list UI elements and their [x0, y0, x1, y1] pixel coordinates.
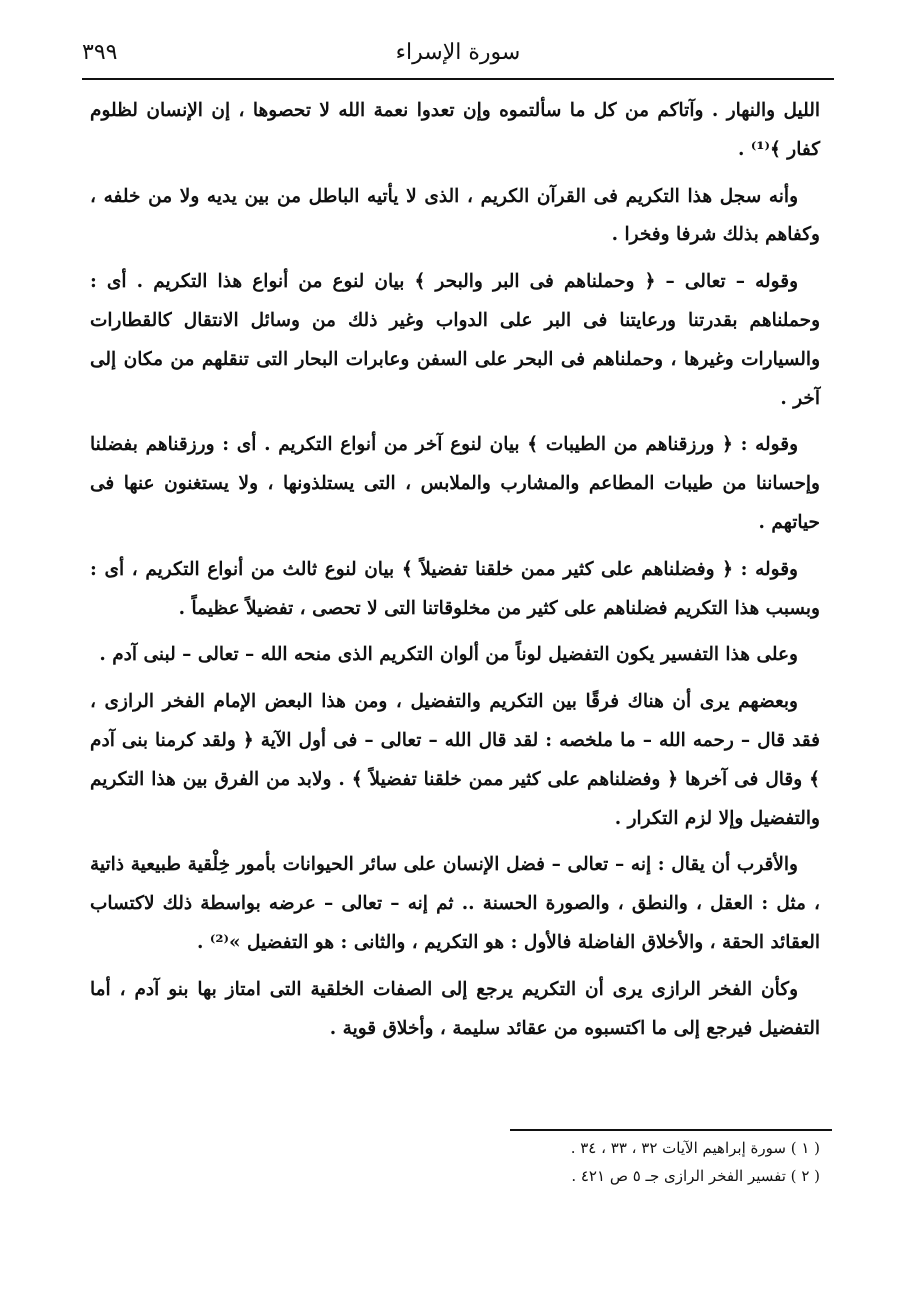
paragraph: وأنه سجل هذا التكريم فى القرآن الكريم ، الذى لا يأتيه الباطل من بين يديه ولا من خلفه ، وكفاهم بذلك شرفا وفخرا .: [90, 185, 820, 246]
paragraph: وبعضهم يرى أن هناك فرقًا بين التكريم والتفضيل ، ومن هذا البعض الإمام الفخر الرازى ، فقد قال – رحمه الله – ما ملخصه : لقد قال الله – تعالى – فى أول الآية ﴿ ولقد كرمنا بنى آدم ﴾ وقال فى آخرها ﴿ وفضلناهم على كثير ممن خلقنا تفضيلاً ﴾ . ولابد من الفرق بين هذا التكريم والتفضيل وإلا لزم التكرار .: [90, 691, 820, 829]
paragraph: وقوله – تعالى – ﴿ وحملناهم فى البر والبحر ﴾ بيان لنوع من أنواع هذا التكريم . أى : وحملناهم بقدرتنا ورعايتنا فى البر على الدواب وغير ذلك من وسائل الانتقال كالقطارات والسيارات وغيرها ، وحملناهم فى البحر على السفن وعابرات البحار التى تنقلهم من مكان إلى آخر .: [90, 271, 820, 409]
paragraph: وقوله : ﴿ وفضلناهم على كثير ممن خلقنا تفضيلاً ﴾ بيان لنوع ثالث من أنواع التكريم ، أى : وبسبب هذا التكريم فضلناهم على كثير من مخلوقاتنا التى لا تحصى ، تفضيلاً عظيماً .: [90, 558, 820, 619]
footnote: ( ٢ ) تفسير الفخر الرازى جـ ٥ ص ٤٢١ .: [571, 1167, 820, 1185]
header-divider: [82, 78, 834, 80]
paragraph: وقوله : ﴿ ورزقناهم من الطيبات ﴾ بيان لنوع آخر من أنواع التكريم . أى : ورزقناهم بفضلنا وإحساننا من طيبات المطاعم والمشارب والملابس ، التى يستلذونها ، ولا يستغنون عنها فى حياتهم .: [90, 434, 820, 533]
paragraph: وكأن الفخر الرازى يرى أن التكريم يرجع إلى الصفات الخلقية التى امتاز بها بنو آدم ، أما التفضيل فيرجع إلى ما اكتسبوه من عقائد سليمة ، وأخلاق قوية .: [90, 978, 820, 1039]
body-text: [90, 92, 820, 1056]
paragraph: والأقرب أن يقال : إنه – تعالى – فضل الإنسان على سائر الحيوانات بأمور خِلْقية طبيعية ذاتية ، مثل : العقل ، والنطق ، والصورة الحسنة .. ثم إنه – تعالى – عرضه بواسطة ذلك لاكتساب العقائد الحقة ، والأخلاق الفاضلة فالأول : هو التكريم ، والثانى : هو التفضيل »⁽²⁾ .: [90, 854, 820, 953]
footnote-divider: [510, 1129, 832, 1131]
paragraph: وعلى هذا التفسير يكون التفضيل لوناً من ألوان التكريم الذى منحه الله – تعالى – لبنى آدم .: [99, 644, 798, 666]
footnotes: [420, 1134, 820, 1190]
page-header: [82, 38, 834, 76]
footnote: ( ١ ) سورة إبراهيم الآيات ٣٢ ، ٣٣ ، ٣٤ .: [570, 1139, 820, 1157]
paragraph: الليل والنهار . وآتاكم من كل ما سألتموه وإن تعدوا نعمة الله لا تحصوها ، إن الإنسان لظلوم كفار ﴾⁽¹⁾ .: [90, 100, 820, 160]
page-number: ٣٩٩: [82, 40, 118, 65]
surah-title: سورة الإسراء: [395, 40, 521, 65]
